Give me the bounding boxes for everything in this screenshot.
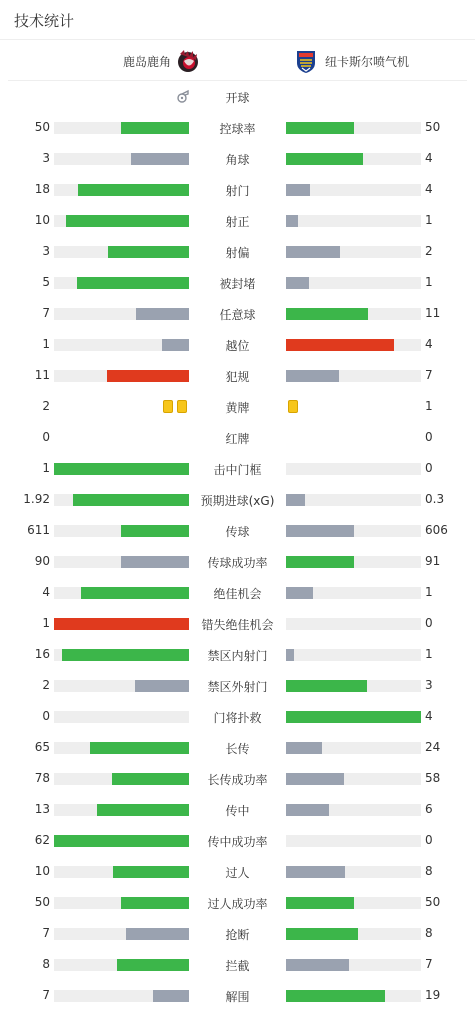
away-bar-track bbox=[286, 649, 421, 661]
home-bar-track bbox=[54, 587, 189, 599]
away-bar-track bbox=[286, 866, 421, 878]
stat-row bbox=[0, 143, 475, 174]
home-team[interactable] bbox=[123, 48, 201, 74]
home-bar-fill bbox=[97, 804, 189, 816]
away-bar-track bbox=[286, 494, 421, 506]
away-bar-track bbox=[286, 959, 421, 971]
stat-label: 开球 bbox=[225, 91, 250, 105]
stat-label: 任意球 bbox=[219, 308, 256, 322]
stat-row bbox=[0, 918, 475, 949]
away-value: 0.3 bbox=[425, 492, 445, 506]
away-bar-fill bbox=[286, 246, 340, 258]
away-bar-track bbox=[286, 308, 421, 320]
stat-label: 传球 bbox=[225, 525, 250, 539]
home-bar-track bbox=[54, 773, 189, 785]
home-bar-track bbox=[54, 122, 189, 134]
home-bar-fill bbox=[162, 339, 189, 351]
stat-label: 角球 bbox=[225, 153, 250, 167]
away-value: 606 bbox=[425, 523, 448, 537]
home-value: 0 bbox=[42, 430, 50, 444]
away-bar-fill bbox=[286, 680, 367, 692]
stat-row bbox=[0, 298, 475, 329]
stat-row bbox=[0, 267, 475, 298]
away-bar-track bbox=[286, 277, 421, 289]
stat-row bbox=[0, 887, 475, 918]
stat-row bbox=[0, 608, 475, 639]
stats-list bbox=[0, 81, 475, 1011]
stat-label: 禁区外射门 bbox=[207, 680, 268, 694]
stat-row bbox=[0, 732, 475, 763]
home-bar-fill bbox=[126, 928, 189, 940]
away-bar-fill bbox=[286, 122, 354, 134]
away-bar-fill bbox=[286, 928, 358, 940]
stat-row bbox=[0, 422, 475, 453]
home-value: 3 bbox=[42, 244, 50, 258]
away-bar-fill bbox=[286, 308, 368, 320]
home-bar-fill bbox=[113, 866, 189, 878]
away-value: 7 bbox=[425, 957, 433, 971]
home-bar-track bbox=[54, 370, 189, 382]
home-value: 62 bbox=[34, 833, 50, 847]
away-value: 4 bbox=[425, 151, 433, 165]
away-value: 1 bbox=[425, 399, 433, 413]
home-cards bbox=[161, 400, 189, 414]
away-value: 1 bbox=[425, 275, 433, 289]
away-value: 11 bbox=[425, 306, 441, 320]
home-bar-track bbox=[54, 959, 189, 971]
away-bar-track bbox=[286, 122, 421, 134]
stat-label: 传中成功率 bbox=[207, 835, 268, 849]
stat-row bbox=[0, 856, 475, 887]
away-bar-track bbox=[286, 711, 421, 723]
stat-label: 预期进球(xG) bbox=[200, 494, 275, 508]
home-bar-fill bbox=[54, 618, 189, 630]
home-bar-fill bbox=[54, 835, 189, 847]
away-bar-track bbox=[286, 370, 421, 382]
home-value: 11 bbox=[34, 368, 50, 382]
home-bar-fill bbox=[131, 153, 189, 165]
away-value: 6 bbox=[425, 802, 433, 816]
newcastle-jets-logo-icon bbox=[293, 48, 319, 74]
stat-label: 黄牌 bbox=[225, 401, 250, 415]
away-value: 4 bbox=[425, 182, 433, 196]
home-bar-track bbox=[54, 556, 189, 568]
home-value: 7 bbox=[42, 306, 50, 320]
stat-row bbox=[0, 794, 475, 825]
away-value: 8 bbox=[425, 864, 433, 878]
stat-label: 犯规 bbox=[225, 370, 250, 384]
stat-row bbox=[0, 236, 475, 267]
away-bar-fill bbox=[286, 184, 310, 196]
home-value: 50 bbox=[34, 895, 50, 909]
stat-row bbox=[0, 515, 475, 546]
stat-row bbox=[0, 484, 475, 515]
away-bar-track bbox=[286, 835, 421, 847]
home-bar-fill bbox=[81, 587, 189, 599]
stat-row bbox=[0, 546, 475, 577]
away-bar-track bbox=[286, 773, 421, 785]
home-bar-fill bbox=[108, 246, 189, 258]
stat-row bbox=[0, 949, 475, 980]
home-bar-track bbox=[54, 277, 189, 289]
home-bar-track bbox=[54, 308, 189, 320]
kashima-antlers-logo-icon bbox=[175, 48, 201, 74]
stat-row bbox=[0, 763, 475, 794]
away-bar-fill bbox=[286, 866, 345, 878]
home-bar-track bbox=[54, 804, 189, 816]
stat-label: 射偏 bbox=[225, 246, 250, 260]
home-bar-fill bbox=[121, 556, 189, 568]
stats-header bbox=[0, 0, 475, 40]
stat-row bbox=[0, 360, 475, 391]
away-bar-track bbox=[286, 463, 421, 475]
away-value: 0 bbox=[425, 616, 433, 630]
away-value: 58 bbox=[425, 771, 441, 785]
home-bar-fill bbox=[107, 370, 189, 382]
home-bar-fill bbox=[117, 959, 189, 971]
kickoff-whistle-icon bbox=[176, 89, 190, 103]
away-bar-fill bbox=[286, 649, 294, 661]
stat-row bbox=[0, 825, 475, 856]
away-cards bbox=[286, 400, 300, 414]
home-bar-track bbox=[54, 618, 189, 630]
away-value: 2 bbox=[425, 244, 433, 258]
away-bar-track bbox=[286, 556, 421, 568]
stat-row bbox=[0, 391, 475, 422]
home-bar-fill bbox=[77, 277, 189, 289]
stat-label: 长传 bbox=[225, 742, 250, 756]
home-bar-track bbox=[54, 153, 189, 165]
away-bar-fill bbox=[286, 711, 421, 723]
stat-label: 过人 bbox=[225, 866, 250, 880]
stat-row bbox=[0, 577, 475, 608]
away-bar-fill bbox=[286, 215, 298, 227]
stat-label: 门将扑救 bbox=[213, 711, 262, 725]
stat-label: 解围 bbox=[225, 990, 250, 1004]
away-value: 4 bbox=[425, 709, 433, 723]
home-bar-track bbox=[54, 525, 189, 537]
stat-row bbox=[0, 205, 475, 236]
home-team-name: 鹿岛鹿角 bbox=[122, 54, 171, 69]
home-bar-fill bbox=[121, 122, 189, 134]
stat-label: 被封堵 bbox=[219, 277, 256, 291]
stat-row bbox=[0, 639, 475, 670]
home-bar-track bbox=[54, 463, 189, 475]
away-bar-fill bbox=[286, 525, 354, 537]
home-bar-track bbox=[54, 990, 189, 1002]
away-value: 8 bbox=[425, 926, 433, 940]
stat-row-kickoff bbox=[0, 81, 475, 112]
stat-label: 传球成功率 bbox=[207, 556, 268, 570]
away-bar-track bbox=[286, 153, 421, 165]
home-bar-fill bbox=[62, 649, 189, 661]
away-bar-fill bbox=[286, 339, 394, 351]
away-bar-track bbox=[286, 804, 421, 816]
away-bar-track bbox=[286, 339, 421, 351]
away-bar-fill bbox=[286, 587, 313, 599]
stat-row bbox=[0, 112, 475, 143]
home-bar-track bbox=[54, 742, 189, 754]
stat-label: 控球率 bbox=[219, 122, 256, 136]
yellow-card-icon bbox=[163, 400, 173, 413]
home-bar-track bbox=[54, 835, 189, 847]
away-value: 24 bbox=[425, 740, 441, 754]
home-value: 65 bbox=[34, 740, 50, 754]
away-bar-track bbox=[286, 680, 421, 692]
stat-row bbox=[0, 174, 475, 205]
home-value: 16 bbox=[34, 647, 50, 661]
home-bar-fill bbox=[153, 990, 189, 1002]
home-value: 611 bbox=[27, 523, 50, 537]
section-title: 技术统计 bbox=[14, 12, 75, 30]
home-value: 50 bbox=[34, 120, 50, 134]
home-bar-fill bbox=[121, 897, 189, 909]
stat-row bbox=[0, 329, 475, 360]
stat-label: 红牌 bbox=[225, 432, 250, 446]
away-bar-fill bbox=[286, 990, 385, 1002]
home-bar-fill bbox=[54, 463, 189, 475]
home-bar-track bbox=[54, 339, 189, 351]
home-bar-fill bbox=[121, 525, 189, 537]
away-bar-track bbox=[286, 618, 421, 630]
home-value: 10 bbox=[34, 213, 50, 227]
away-bar-fill bbox=[286, 153, 363, 165]
away-value: 50 bbox=[425, 120, 441, 134]
home-value: 2 bbox=[42, 399, 50, 413]
home-bar-track bbox=[54, 649, 189, 661]
stat-row bbox=[0, 453, 475, 484]
away-value: 7 bbox=[425, 368, 433, 382]
stat-label: 拦截 bbox=[225, 959, 250, 973]
home-value: 90 bbox=[34, 554, 50, 568]
away-bar-track bbox=[286, 215, 421, 227]
home-bar-track bbox=[54, 711, 189, 723]
home-value: 4 bbox=[42, 585, 50, 599]
stat-label: 禁区内射门 bbox=[207, 649, 268, 663]
away-bar-fill bbox=[286, 494, 305, 506]
away-value: 50 bbox=[425, 895, 441, 909]
home-value: 13 bbox=[34, 802, 50, 816]
home-bar-fill bbox=[66, 215, 189, 227]
yellow-card-icon bbox=[288, 400, 298, 413]
stat-row bbox=[0, 670, 475, 701]
home-bar-track bbox=[54, 494, 189, 506]
away-bar-fill bbox=[286, 370, 339, 382]
away-bar-fill bbox=[286, 773, 344, 785]
away-value: 0 bbox=[425, 833, 433, 847]
away-bar-fill bbox=[286, 556, 354, 568]
away-bar-track bbox=[286, 742, 421, 754]
home-bar-track bbox=[54, 897, 189, 909]
home-value: 8 bbox=[42, 957, 50, 971]
stat-label: 过人成功率 bbox=[207, 897, 268, 911]
away-value: 0 bbox=[425, 461, 433, 475]
home-value: 5 bbox=[42, 275, 50, 289]
home-bar-fill bbox=[135, 680, 189, 692]
home-value: 0 bbox=[42, 709, 50, 723]
stat-label: 射正 bbox=[225, 215, 250, 229]
away-bar-track bbox=[286, 184, 421, 196]
home-value: 3 bbox=[42, 151, 50, 165]
away-bar-fill bbox=[286, 804, 329, 816]
away-value: 1 bbox=[425, 585, 433, 599]
away-value: 1 bbox=[425, 647, 433, 661]
home-value: 1 bbox=[42, 461, 50, 475]
away-value: 91 bbox=[425, 554, 441, 568]
away-bar-fill bbox=[286, 277, 309, 289]
away-bar-track bbox=[286, 897, 421, 909]
stat-label: 错失绝佳机会 bbox=[201, 618, 274, 632]
home-bar-fill bbox=[90, 742, 189, 754]
home-value: 7 bbox=[42, 926, 50, 940]
away-bar-track bbox=[286, 928, 421, 940]
home-bar-fill bbox=[136, 308, 189, 320]
stat-row bbox=[0, 701, 475, 732]
stat-label: 越位 bbox=[225, 339, 250, 353]
away-value: 3 bbox=[425, 678, 433, 692]
stat-row bbox=[0, 980, 475, 1011]
stat-label: 抢断 bbox=[225, 928, 250, 942]
home-bar-track bbox=[54, 215, 189, 227]
home-bar-track bbox=[54, 928, 189, 940]
home-value: 78 bbox=[34, 771, 50, 785]
away-value: 19 bbox=[425, 988, 441, 1002]
away-bar-fill bbox=[286, 897, 354, 909]
away-value: 1 bbox=[425, 213, 433, 227]
home-bar-track bbox=[54, 680, 189, 692]
away-bar-fill bbox=[286, 742, 322, 754]
home-value: 18 bbox=[34, 182, 50, 196]
away-value: 0 bbox=[425, 430, 433, 444]
home-value: 1 bbox=[42, 337, 50, 351]
home-bar-fill bbox=[78, 184, 189, 196]
yellow-card-icon bbox=[177, 400, 187, 413]
home-bar-track bbox=[54, 246, 189, 258]
away-bar-track bbox=[286, 525, 421, 537]
home-value: 10 bbox=[34, 864, 50, 878]
stat-label: 传中 bbox=[225, 804, 250, 818]
away-value: 4 bbox=[425, 337, 433, 351]
home-value: 1.92 bbox=[23, 492, 50, 506]
home-value: 1 bbox=[42, 616, 50, 630]
away-bar-track bbox=[286, 990, 421, 1002]
home-bar-track bbox=[54, 866, 189, 878]
home-bar-fill bbox=[112, 773, 189, 785]
away-bar-track bbox=[286, 587, 421, 599]
away-bar-track bbox=[286, 246, 421, 258]
teams-bar bbox=[8, 40, 467, 81]
stat-label: 击中门框 bbox=[213, 463, 262, 477]
stat-label: 射门 bbox=[225, 184, 250, 198]
home-bar-fill bbox=[73, 494, 189, 506]
away-team[interactable] bbox=[293, 48, 409, 74]
stat-label: 长传成功率 bbox=[207, 773, 268, 787]
stat-label: 绝佳机会 bbox=[213, 587, 262, 601]
away-bar-fill bbox=[286, 959, 349, 971]
home-bar-track bbox=[54, 184, 189, 196]
home-value: 2 bbox=[42, 678, 50, 692]
home-value: 7 bbox=[42, 988, 50, 1002]
away-team-name: 纽卡斯尔喷气机 bbox=[325, 54, 410, 69]
